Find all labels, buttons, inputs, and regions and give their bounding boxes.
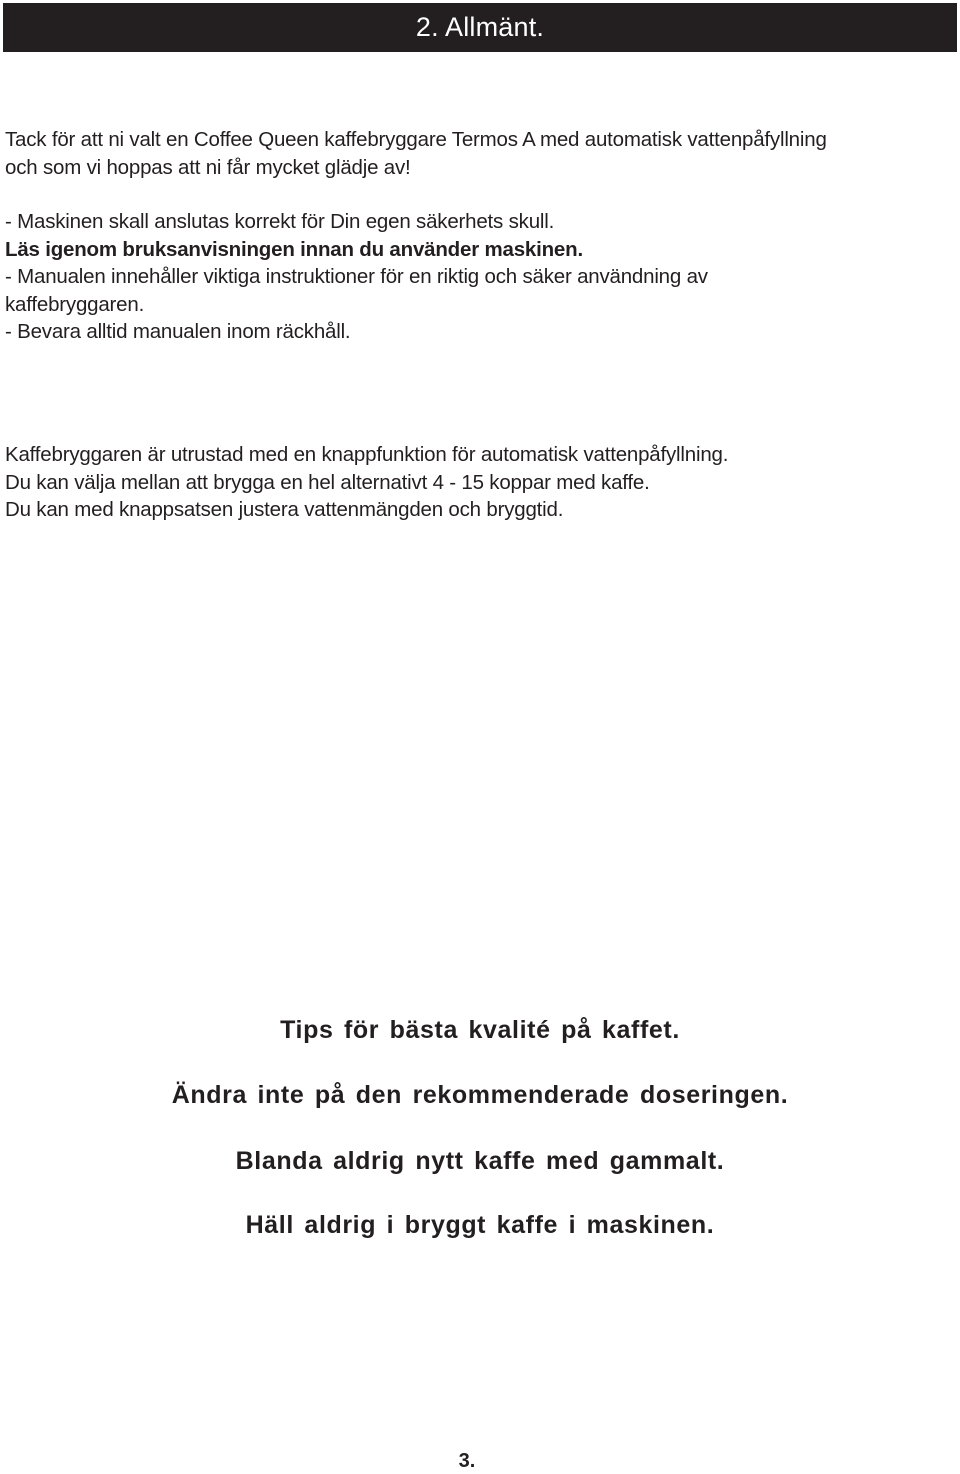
- tip-item: Blanda aldrig nytt kaffe med gammalt.: [235, 1147, 725, 1175]
- tip-item: Häll aldrig i bryggt kaffe i maskinen.: [245, 1211, 715, 1239]
- safety-line: - Bevara alltid manualen inom räckhåll.: [5, 320, 351, 343]
- feature-paragraph: [5, 441, 955, 524]
- safety-paragraph: [5, 208, 955, 346]
- feature-line: Du kan med knappsatsen justera vattenmängden och bryggtid.: [5, 498, 564, 521]
- page-number: 3.: [458, 1450, 476, 1472]
- intro-line: och som vi hoppas att ni får mycket glädje av!: [5, 155, 411, 179]
- tips-heading: Tips för bästa kvalité på kaffet.: [280, 1016, 680, 1044]
- safety-line: - Manualen innehåller viktiga instruktioner för en riktig och säker användning av: [5, 265, 708, 288]
- intro-paragraph: [5, 126, 955, 181]
- safety-line: - Maskinen skall anslutas korrekt för Din egen säkerhets skull.: [5, 210, 555, 233]
- safety-line: kaffebryggaren.: [5, 292, 145, 316]
- feature-line: Kaffebryggaren är utrustad med en knappfunktion för automatisk vattenpåfyllning.: [5, 443, 729, 466]
- intro-line: Tack för att ni valt en Coffee Queen kaffebryggare Termos A med automatisk vattenpåfyllning: [5, 128, 827, 151]
- tip-item: Ändra inte på den rekommenderade doseringen.: [171, 1081, 789, 1109]
- feature-line: Du kan välja mellan att brygga en hel alternativt 4 - 15 koppar med kaffe.: [5, 470, 650, 494]
- section-header-bar: [3, 3, 957, 52]
- safety-warning-line: Läs igenom bruksanvisningen innan du använder maskinen.: [5, 237, 583, 261]
- section-title: 2. Allmänt.: [415, 12, 545, 42]
